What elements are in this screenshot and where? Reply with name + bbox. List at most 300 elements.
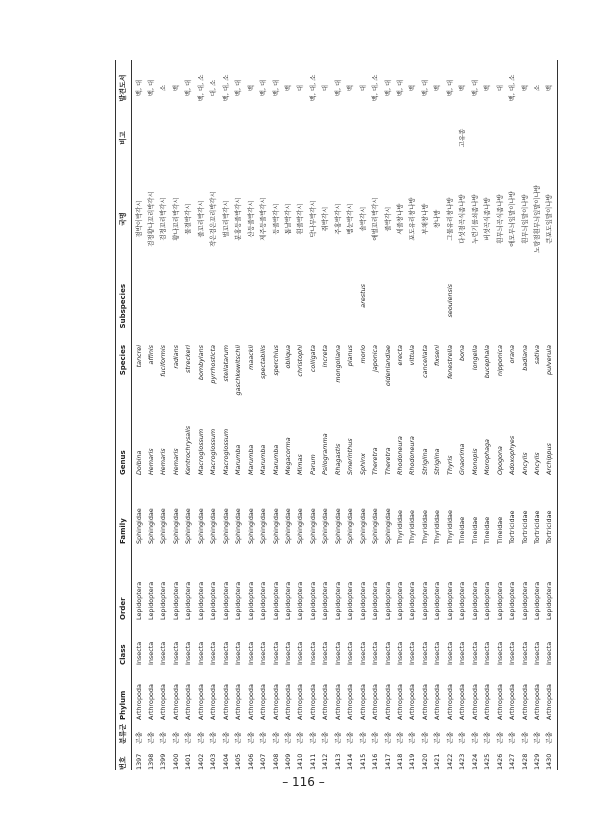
cell-subspecies (307, 284, 319, 342)
cell-korean-name: 줄박각시 (383, 206, 392, 232)
cell-korean-name: 뱀눈박각시 (346, 203, 355, 235)
cell-distribution: 백, 대 (271, 79, 280, 97)
cell-subspecies (370, 284, 382, 342)
cell-group: 곤충 (159, 731, 168, 744)
cell-num: 1403 (209, 753, 218, 770)
cell-remark (307, 118, 319, 158)
cell-family: Tineidae (458, 516, 467, 544)
cell-genus: Megacorma (283, 437, 292, 475)
cell-phylum: Arthropoda (520, 684, 529, 720)
cell-phylum: Arthropoda (308, 684, 317, 720)
cell-order: Lepidoptera (358, 581, 367, 620)
cell-class: Insecta (283, 641, 292, 665)
cell-phylum: Arthropoda (209, 684, 218, 720)
table-row (270, 60, 282, 770)
cell-num: 1415 (358, 753, 367, 770)
cell-distribution: 백, 대 (470, 79, 479, 97)
cell-order: Lepidoptera (147, 581, 156, 620)
cell-distribution: 백 (283, 84, 292, 92)
cell-subspecies (432, 284, 444, 342)
header-num: 번호 (119, 756, 127, 770)
cell-family: Sphingidae (147, 508, 156, 544)
cell-phylum: Arthropoda (396, 684, 405, 720)
cell-order: Lepidoptera (433, 581, 442, 620)
cell-phylum: Arthropoda (433, 684, 442, 720)
table-row (345, 60, 357, 770)
cell-group: 곤충 (271, 731, 280, 744)
cell-species: spectabilis (259, 345, 268, 379)
table-bottom-rule (557, 60, 558, 770)
header-species: Species (119, 345, 127, 376)
table-row (158, 60, 170, 770)
cell-subspecies (482, 284, 494, 342)
cell-remark (258, 118, 270, 158)
cell-korean-name: 버섯곡식좀나방 (483, 197, 492, 241)
cell-group: 곤충 (171, 731, 180, 744)
cell-num: 1416 (371, 753, 380, 770)
cell-genus: Thyris (445, 455, 454, 475)
cell-phylum: Arthropoda (508, 684, 517, 720)
cell-group: 곤충 (458, 731, 467, 744)
cell-distribution: 백 (545, 84, 554, 92)
cell-order: Lepidoptera (371, 581, 380, 620)
cell-species: christophi (296, 345, 305, 377)
cell-phylum: Arthropoda (259, 684, 268, 720)
cell-korean-name: 그물유리창나방 (445, 197, 454, 241)
cell-korean-name: 큰포도잎말이나방 (545, 194, 554, 244)
cell-species: pulverula (545, 345, 554, 375)
cell-num: 1413 (333, 753, 342, 770)
cell-distribution: 대 (358, 84, 367, 92)
cell-phylum: Arthropoda (171, 684, 180, 720)
cell-remark (544, 118, 556, 158)
cell-remark (357, 118, 369, 158)
cell-remark (145, 118, 157, 158)
cell-class: Insecta (196, 641, 205, 665)
cell-distribution: 백, 대 (445, 79, 454, 97)
cell-species: pyrrhosticta (209, 345, 218, 384)
cell-subspecies (419, 284, 431, 342)
cell-korean-name: 산등줄박각시 (246, 200, 255, 238)
cell-phylum: Arthropoda (371, 684, 380, 720)
table-row (444, 60, 456, 770)
cell-phylum: Arthropoda (445, 684, 454, 720)
cell-remark (345, 118, 357, 158)
cell-distribution: 백, 대, 소 (308, 74, 317, 102)
table-row (544, 60, 556, 770)
header-genus: Genus (119, 450, 127, 475)
cell-order: Lepidoptera (495, 581, 504, 620)
cell-class: Insecta (259, 641, 268, 665)
cell-num: 1424 (470, 753, 479, 770)
table-row (407, 60, 419, 770)
cell-family: Sphingidae (196, 508, 205, 544)
cell-remark (382, 118, 394, 158)
cell-order: Lepidoptera (159, 581, 168, 620)
cell-species: longella (470, 345, 479, 371)
cell-genus: Monopis (470, 448, 479, 475)
cell-class: Insecta (333, 641, 342, 665)
cell-korean-name: 세줄창나방 (396, 203, 405, 235)
cell-num: 1410 (296, 753, 305, 770)
cell-group: 곤충 (358, 731, 367, 744)
cell-order: Lepidoptera (171, 581, 180, 620)
cell-num: 1405 (234, 753, 243, 770)
cell-genus: Morophaga (483, 439, 492, 475)
cell-distribution: 백 (520, 84, 529, 92)
cell-family: Sphingidae (234, 508, 243, 544)
table-header-rule (131, 60, 132, 770)
table-row (307, 60, 319, 770)
cell-num: 1407 (259, 753, 268, 770)
cell-family: Tortricidae (532, 510, 541, 544)
cell-species: cancellata (420, 345, 429, 378)
cell-genus: Hemaris (159, 448, 168, 475)
cell-group: 곤충 (396, 731, 405, 744)
cell-distribution: 백, 대 (147, 79, 156, 97)
cell-phylum: Arthropoda (246, 684, 255, 720)
cell-species: maackii (246, 345, 255, 370)
page-number: – 116 – (282, 775, 325, 789)
cell-order: Lepidoptera (259, 581, 268, 620)
cell-group: 곤충 (246, 731, 255, 744)
cell-genus: Parum (308, 454, 317, 475)
cell-phylum: Arthropoda (545, 684, 554, 720)
cell-subspecies (183, 284, 195, 342)
cell-distribution: 백 (171, 84, 180, 92)
cell-korean-name: 벌꼬리박각시 (221, 200, 230, 238)
table-row (494, 60, 506, 770)
cell-distribution: 소 (532, 84, 541, 92)
cell-family: Thyrididae (408, 510, 417, 544)
cell-remark (183, 118, 195, 158)
cell-genus: Adoxophyes (508, 435, 517, 475)
table-row (531, 60, 543, 770)
table-row (145, 60, 157, 770)
cell-num: 1406 (246, 753, 255, 770)
cell-species: colligata (308, 345, 317, 373)
cell-phylum: Arthropoda (346, 684, 355, 720)
cell-family: Tortricidae (545, 510, 554, 544)
cell-species: fuciformis (159, 345, 168, 377)
cell-distribution: 백, 대 (259, 79, 268, 97)
header-phylum: Phylum (119, 690, 127, 720)
cell-subspecies (320, 284, 332, 342)
cell-remark: 고유종 (458, 128, 467, 148)
cell-korean-name: 줄꼬리박각시 (196, 200, 205, 238)
header-family: Family (119, 518, 127, 544)
cell-korean-name: 닥나무박각시 (308, 200, 317, 238)
cell-species: bombylans (196, 345, 205, 381)
cell-subspecies (382, 284, 394, 342)
cell-group: 곤충 (483, 731, 492, 744)
cell-phylum: Arthropoda (234, 684, 243, 720)
cell-remark (170, 118, 182, 158)
cell-genus: Macroglossum (221, 428, 230, 475)
cell-genus: Archippus (545, 443, 554, 475)
cell-species: streckeri (184, 345, 193, 373)
cell-family: Sphingidae (221, 508, 230, 544)
table-row (258, 60, 270, 770)
cell-group: 곤충 (420, 731, 429, 744)
cell-order: Lepidoptera (483, 581, 492, 620)
cell-class: Insecta (296, 641, 305, 665)
cell-distribution: 백, 대 (134, 79, 143, 97)
cell-remark (220, 118, 232, 158)
cell-phylum: Arthropoda (147, 684, 156, 720)
cell-distribution: 백, 대, 소 (508, 74, 517, 102)
cell-korean-name: 노랑점흰무늬잎말이나방 (532, 185, 541, 253)
cell-class: Insecta (545, 641, 554, 665)
cell-group: 곤충 (470, 731, 479, 744)
cell-order: Lepidoptera (346, 581, 355, 620)
cell-genus: Marumba (259, 444, 268, 475)
cell-num: 1418 (396, 753, 405, 770)
cell-distribution: 백, 대, 소 (371, 74, 380, 102)
cell-order: Lepidoptera (545, 581, 554, 620)
cell-remark (419, 118, 431, 158)
cell-phylum: Arthropoda (184, 684, 193, 720)
cell-num: 1428 (520, 753, 529, 770)
table-row (295, 60, 307, 770)
cell-order: Lepidoptera (296, 581, 305, 620)
cell-genus: Theretra (383, 447, 392, 475)
cell-num: 1398 (147, 753, 156, 770)
cell-phylum: Arthropoda (134, 684, 143, 720)
cell-genus: Psilogramma (321, 433, 330, 475)
cell-distribution: 백 (433, 84, 442, 92)
cell-num: 1429 (532, 753, 541, 770)
cell-species: badiana (520, 345, 529, 371)
table-row (195, 60, 207, 770)
cell-genus: Sphinx (358, 453, 367, 475)
cell-species: orana (508, 345, 517, 364)
table-row (419, 60, 431, 770)
cell-distribution: 백, 대 (383, 79, 392, 97)
cell-subspecies (195, 284, 207, 342)
cell-remark (531, 118, 543, 158)
cell-subspecies (233, 284, 245, 342)
cell-num: 1426 (495, 753, 504, 770)
cell-genus: Marumba (234, 444, 243, 475)
cell-order: Lepidoptera (470, 581, 479, 620)
cell-order: Lepidoptera (308, 581, 317, 620)
cell-species: radians (171, 345, 180, 369)
cell-group: 곤충 (209, 731, 218, 744)
cell-order: Lepidoptera (209, 581, 218, 620)
cell-order: Lepidoptera (221, 581, 230, 620)
cell-class: Insecta (532, 641, 541, 665)
table-row (507, 60, 519, 770)
cell-korean-name: 점박이박각시 (134, 200, 143, 238)
cell-order: Lepidoptera (271, 581, 280, 620)
cell-remark (519, 118, 531, 158)
cell-order: Lepidoptera (246, 581, 255, 620)
cell-korean-name: 창나방 (433, 209, 442, 229)
cell-genus: Marumba (246, 444, 255, 475)
cell-class: Insecta (147, 641, 156, 665)
cell-num: 1430 (545, 753, 554, 770)
cell-num: 1427 (508, 753, 517, 770)
cell-remark (295, 118, 307, 158)
header-korean-name: 국명 (119, 212, 127, 226)
cell-class: Insecta (308, 641, 317, 665)
cell-phylum: Arthropoda (358, 684, 367, 720)
cell-remark (233, 118, 245, 158)
cell-korean-name: 흰무늬잎말이나방 (520, 194, 529, 244)
cell-remark (469, 118, 481, 158)
cell-order: Lepidoptera (283, 581, 292, 620)
cell-subspecies (469, 284, 481, 342)
cell-korean-name: 흰무늬곡식좀나방 (495, 194, 504, 244)
cell-group: 곤충 (184, 731, 193, 744)
cell-class: Insecta (458, 641, 467, 665)
cell-family: Sphingidae (209, 508, 218, 544)
cell-phylum: Arthropoda (333, 684, 342, 720)
cell-group: 곤충 (259, 731, 268, 744)
table-row (320, 60, 332, 770)
cell-num: 1419 (408, 753, 417, 770)
cell-group: 곤충 (333, 731, 342, 744)
table-row (170, 60, 182, 770)
cell-class: Insecta (445, 641, 454, 665)
cell-group: 곤충 (445, 731, 454, 744)
header-order: Order (119, 597, 127, 620)
cell-genus: Opogona (495, 446, 504, 475)
cell-class: Insecta (209, 641, 218, 665)
cell-species: sativa (532, 345, 541, 365)
cell-subspecies (531, 284, 543, 342)
cell-num: 1399 (159, 753, 168, 770)
cell-family: Tineidae (470, 516, 479, 544)
cell-subspecies (245, 284, 257, 342)
cell-family: Sphingidae (308, 508, 317, 544)
cell-korean-name: 애벌꼬리박각시 (371, 197, 380, 241)
cell-class: Insecta (495, 641, 504, 665)
cell-genus: Ancylis (520, 452, 529, 475)
cell-family: Tineidae (483, 516, 492, 544)
cell-remark (494, 118, 506, 158)
cell-group: 곤충 (495, 731, 504, 744)
cell-species: fenestrella (445, 345, 454, 380)
cell-distribution: 백, 대 (234, 79, 243, 97)
cell-family: Sphingidae (346, 508, 355, 544)
cell-family: Sphingidae (296, 508, 305, 544)
cell-class: Insecta (346, 641, 355, 665)
cell-group: 곤충 (308, 731, 317, 744)
cell-korean-name: 제주등줄박각시 (259, 197, 268, 241)
cell-family: Sphingidae (134, 508, 143, 544)
cell-korean-name: 검정황나꼬리박각시 (147, 191, 156, 247)
cell-num: 1411 (308, 753, 317, 770)
cell-group: 곤충 (433, 731, 442, 744)
cell-remark (332, 118, 344, 158)
cell-family: Sphingidae (333, 508, 342, 544)
cell-group: 곤충 (408, 731, 417, 744)
cell-family: Sphingidae (321, 508, 330, 544)
cell-remark (432, 118, 444, 158)
cell-species: bucephala (483, 345, 492, 379)
cell-distribution: 백, 대 (420, 79, 429, 97)
cell-korean-name: 등줄박각시 (271, 203, 280, 235)
cell-phylum: Arthropoda (470, 684, 479, 720)
cell-distribution: 백 (346, 84, 355, 92)
cell-num: 1400 (171, 753, 180, 770)
cell-genus: Mimas (296, 454, 305, 475)
table-row (394, 60, 406, 770)
cell-phylum: Arthropoda (383, 684, 392, 720)
cell-order: Lepidoptera (396, 581, 405, 620)
cell-species: sperchius (271, 345, 280, 376)
cell-family: Sphingidae (358, 508, 367, 544)
cell-genus: Hemaris (171, 448, 180, 475)
cell-family: Sphingidae (159, 508, 168, 544)
cell-subspecies (170, 284, 182, 342)
cell-phylum: Arthropoda (283, 684, 292, 720)
cell-order: Lepidoptera (383, 581, 392, 620)
cell-species: bona (458, 345, 467, 361)
cell-family: Tortricidae (508, 510, 517, 544)
table-row (133, 60, 145, 770)
cell-korean-name: 검정꼬리박각시 (159, 197, 168, 241)
cell-phylum: Arthropoda (458, 684, 467, 720)
cell-remark (133, 118, 145, 158)
cell-species: vittula (408, 345, 417, 366)
cell-genus: Gnaorima (458, 443, 467, 475)
cell-order: Lepidoptera (196, 581, 205, 620)
header-subspecies: Subspecies (119, 284, 127, 329)
cell-genus: Rhodoneura (408, 436, 417, 475)
cell-family: Sphingidae (184, 508, 193, 544)
cell-species: tancrei (134, 345, 143, 368)
cell-num: 1425 (483, 753, 492, 770)
cell-korean-name: 솔박각시 (358, 206, 367, 232)
cell-subspecies (507, 284, 519, 342)
cell-subspecies (494, 284, 506, 342)
cell-order: Lepidoptera (420, 581, 429, 620)
cell-subspecies: arestus (358, 284, 367, 308)
cell-class: Insecta (420, 641, 429, 665)
cell-genus: Striglina (433, 448, 442, 475)
cell-species: stellatarum (221, 345, 230, 382)
cell-korean-name: 작은검은꼬리박각시 (209, 191, 218, 247)
cell-class: Insecta (171, 641, 180, 665)
cell-class: Insecta (184, 641, 193, 665)
table-row (282, 60, 294, 770)
table-row (519, 60, 531, 770)
table-row (457, 60, 469, 770)
cell-distribution: 백, 대 (184, 79, 193, 97)
cell-subspecies (544, 284, 556, 342)
cell-class: Insecta (508, 641, 517, 665)
cell-order: Lepidoptera (520, 581, 529, 620)
cell-phylum: Arthropoda (483, 684, 492, 720)
cell-korean-name: 누런기를쇠좀나방 (470, 194, 479, 244)
cell-family: Sphingidae (259, 508, 268, 544)
cell-class: Insecta (520, 641, 529, 665)
cell-remark (195, 118, 207, 158)
cell-phylum: Arthropoda (532, 684, 541, 720)
cell-remark (245, 118, 257, 158)
cell-group: 곤충 (221, 731, 230, 744)
cell-distribution: 대 (495, 84, 504, 92)
cell-class: Insecta (396, 641, 405, 665)
cell-group: 곤충 (196, 731, 205, 744)
cell-genus: Theretra (371, 447, 380, 475)
cell-group: 곤충 (383, 731, 392, 744)
cell-order: Lepidoptera (321, 581, 330, 620)
cell-class: Insecta (383, 641, 392, 665)
